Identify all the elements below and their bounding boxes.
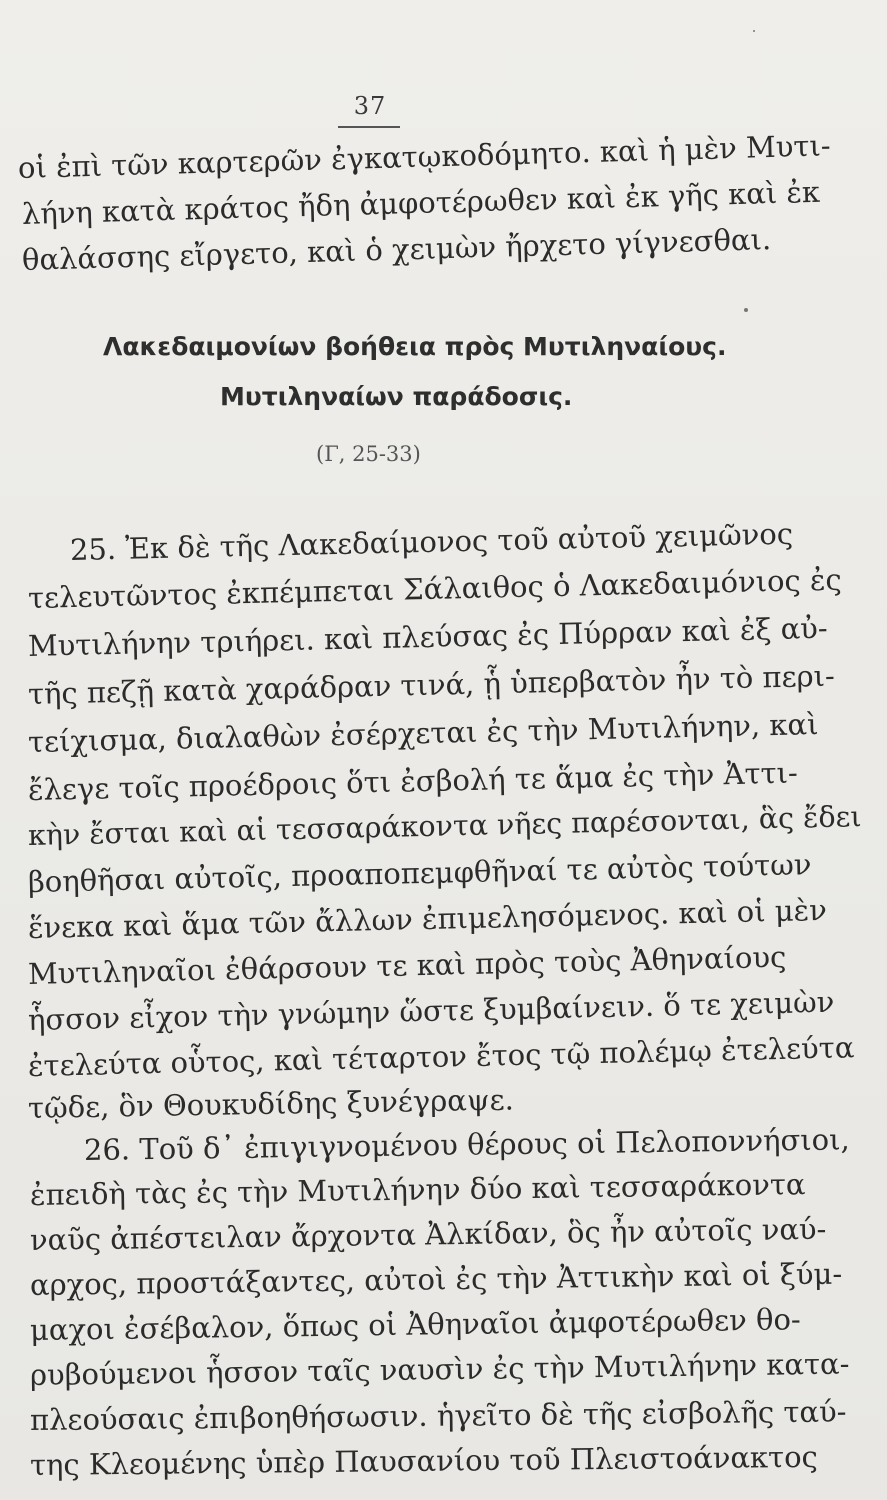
- ink-speck: [744, 308, 748, 312]
- section-25-line-7: κὴν ἔσται καὶ αἱ τεσσαράκοντα νῆες παρέσονται, ἃς ἔδει: [27, 800, 862, 852]
- section-25-line-4: τῆς πεζῇ κατὰ χαράδραν τινά, ᾗ ὑπερβατὸν ἦν τὸ περι-: [27, 658, 836, 711]
- section-26-line-8: της Κλεομένης ὑπὲρ Παυσανίου τοῦ Πλειστοάνακτος: [29, 1439, 818, 1482]
- section-26-line-6: ρυβούμενοι ἧσσον ταῖς ναυσὶν ἐς τὴν Μυτιλήνην κατα-: [29, 1346, 850, 1392]
- section-26-line-1: 26. Τοῦ δ᾽ ἐπιγιγνομένου θέρους οἱ Πελοποννήσιοι,: [83, 1122, 850, 1167]
- section-25-line-5: τείχισμα, διαλαθὼν ἐσέρχεται ἐς τὴν Μυτιλήνην, καὶ: [27, 707, 819, 759]
- section-26-line-7: πλεούσαις ἐπιβοηθήσωσιν. ἡγεῖτο δὲ τῆς εἰσβολῆς ταύ-: [29, 1394, 847, 1437]
- page-number-underline: [338, 126, 400, 128]
- section-25-line-1: 25. Ἐκ δὲ τῆς Λακεδαίμονος τοῦ αὐτοῦ χειμῶνος: [69, 516, 794, 567]
- section-25-line-9: ἕνεκα καὶ ἅμα τῶν ἄλλων ἐπιμελησόμενος. καὶ οἱ μὲν: [27, 892, 828, 945]
- intro-line-3: θαλάσσης εἴργετο, καὶ ὁ χειμὼν ἤρχετο γίγνεσθαι.: [21, 222, 772, 277]
- page-number: 37: [353, 92, 387, 120]
- ink-speck: [753, 30, 755, 32]
- section-25-line-10: Μυτιληναῖοι ἐθάρσουν τε καὶ πρὸς τοὺς Ἀθηναίους: [27, 939, 787, 991]
- section-25-line-2: τελευτῶντος ἐκπέμπεται Σάλαιθος ὁ Λακεδαιμόνιος ἐς: [27, 562, 843, 615]
- section-26-line-5: μαχοι ἐσέβαλον, ὅπως οἱ Ἀθηναῖοι ἀμφοτέρωθεν θο-: [29, 1302, 801, 1347]
- section-26-line-3: ναῦς ἀπέστειλαν ἄρχοντα Ἀλκίδαν, ὃς ἦν αὐτοῖς ναύ-: [29, 1211, 827, 1257]
- section-25-line-12: ἐτελεύτα οὗτος, καὶ τέταρτον ἔτος τῷ πολέμῳ ἐτελεύτα: [27, 1030, 855, 1083]
- section-25-line-6: ἔλεγε τοῖς προέδροις ὅτι ἐσβολή τε ἅμα ἐς τὴν Ἀττι-: [27, 755, 799, 807]
- section-heading-line-1: Λακεδαιμονίων βοήθεια πρὸς Μυτιληναίους.: [103, 332, 727, 361]
- intro-line-2: λήνη κατὰ κράτος ἤδη ἀμφοτέρωθεν καὶ ἐκ γῆς καὶ ἐκ: [21, 174, 821, 231]
- section-26-line-4: αρχος, προστάξαντες, αὐτοὶ ἐς τὴν Ἀττικὴν καὶ οἱ ξύμ-: [29, 1256, 843, 1302]
- intro-line-1: οἱ ἐπὶ τῶν καρτερῶν ἐγκατῳκοδόμητο. καὶ ἡ μὲν Μυτι-: [17, 128, 831, 185]
- section-25-line-8: βοηθῆσαι αὐτοῖς, προαποπεμφθῆναί τε αὐτὸς τούτων: [27, 847, 812, 899]
- section-heading-line-2: Μυτιληναίων παράδοσις.: [220, 382, 573, 411]
- section-26-line-2: ἐπειδὴ τὰς ἐς τὴν Μυτιλήνην δύο καὶ τεσσαράκοντα: [29, 1167, 806, 1212]
- section-25-line-11: ἧσσον εἶχον τὴν γνώμην ὥστε ξυμβαίνειν. ὅ τε χειμὼν: [27, 984, 835, 1037]
- section-25-line-13: τῷδε, ὃν Θουκυδίδης ξυνέγραψε.: [27, 1082, 515, 1125]
- chapter-reference: (Γ, 25-33): [316, 442, 421, 466]
- section-25-line-3: Μυτιλήνην τριήρει. καὶ πλεύσας ἐς Πύρραν καὶ ἐξ αὐ-: [27, 610, 829, 663]
